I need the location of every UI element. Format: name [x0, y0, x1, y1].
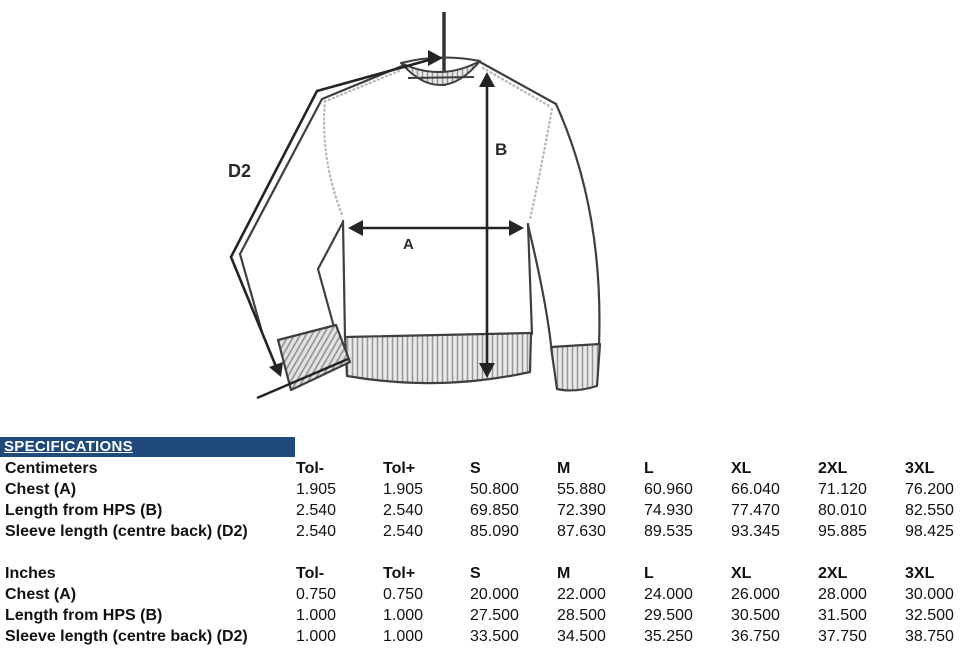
value-cell: 2.540	[296, 502, 337, 519]
value-cell: 29.500	[644, 607, 693, 624]
value-cell: 27.500	[470, 607, 519, 624]
value-cell: 87.630	[557, 523, 606, 540]
value-cell: 28.500	[557, 607, 606, 624]
row-label: Sleeve length (centre back) (D2)	[5, 628, 248, 645]
value-cell: 82.550	[905, 502, 954, 519]
measurement-table	[0, 563, 960, 647]
value-cell: 1.000	[296, 607, 337, 624]
value-cell: 22.000	[557, 586, 606, 603]
value-cell: 28.000	[818, 586, 867, 603]
value-cell: 50.800	[470, 481, 519, 498]
value-cell: 1.905	[383, 481, 424, 498]
row-label: Length from HPS (B)	[5, 607, 163, 624]
column-header: Tol+	[383, 565, 416, 582]
row-label: Chest (A)	[5, 481, 77, 498]
value-cell: 95.885	[818, 523, 867, 540]
row-label: Chest (A)	[5, 586, 77, 603]
value-cell: 30.000	[905, 586, 954, 603]
column-header: XL	[731, 565, 752, 582]
column-header: 2XL	[818, 460, 848, 477]
row-label: Sleeve length (centre back) (D2)	[5, 523, 248, 540]
column-header: S	[470, 460, 481, 477]
value-cell: 85.090	[470, 523, 519, 540]
value-cell: 72.390	[557, 502, 606, 519]
value-cell: 1.000	[383, 628, 424, 645]
value-cell: 2.540	[383, 502, 424, 519]
value-cell: 24.000	[644, 586, 693, 603]
value-cell: 36.750	[731, 628, 780, 645]
value-cell: 77.470	[731, 502, 780, 519]
value-cell: 38.750	[905, 628, 954, 645]
value-cell: 37.750	[818, 628, 867, 645]
value-cell: 26.000	[731, 586, 780, 603]
unit-label: Centimeters	[5, 460, 98, 477]
column-header: 2XL	[818, 565, 848, 582]
value-cell: 76.200	[905, 481, 954, 498]
spec-tables	[0, 458, 960, 647]
column-header: M	[557, 460, 571, 477]
value-cell: 0.750	[383, 586, 424, 603]
column-header: Tol-	[296, 565, 325, 582]
table-spacer	[0, 542, 960, 563]
unit-label: Inches	[5, 565, 56, 582]
value-cell: 20.000	[470, 586, 519, 603]
specifications-title: SPECIFICATIONS	[4, 438, 133, 455]
column-header: L	[644, 460, 654, 477]
column-header: M	[557, 565, 571, 582]
value-cell: 1.000	[296, 628, 337, 645]
value-cell: 98.425	[905, 523, 954, 540]
value-cell: 1.000	[383, 607, 424, 624]
value-cell: 93.345	[731, 523, 780, 540]
diagram-label-d2: D2	[228, 161, 252, 181]
value-cell: 33.500	[470, 628, 519, 645]
column-header: XL	[731, 460, 752, 477]
diagram-label-a: A	[403, 236, 414, 253]
value-cell: 32.500	[905, 607, 954, 624]
value-cell: 1.905	[296, 481, 337, 498]
value-cell: 55.880	[557, 481, 606, 498]
value-cell: 0.750	[296, 586, 337, 603]
value-cell: 2.540	[383, 523, 424, 540]
value-cell: 80.010	[818, 502, 867, 519]
specifications-header-bar	[0, 437, 295, 457]
column-header: 3XL	[905, 460, 935, 477]
row-label: Length from HPS (B)	[5, 502, 163, 519]
value-cell: 89.535	[644, 523, 693, 540]
column-header: L	[644, 565, 654, 582]
column-header: S	[470, 565, 481, 582]
column-header: Tol+	[383, 460, 416, 477]
value-cell: 66.040	[731, 481, 780, 498]
value-cell: 69.850	[470, 502, 519, 519]
value-cell: 60.960	[644, 481, 693, 498]
value-cell: 74.930	[644, 502, 693, 519]
column-header: 3XL	[905, 565, 935, 582]
value-cell: 30.500	[731, 607, 780, 624]
diagram-label-b: B	[495, 140, 508, 159]
value-cell: 34.500	[557, 628, 606, 645]
measurement-table	[0, 458, 960, 542]
column-header: Tol-	[296, 460, 325, 477]
value-cell: 2.540	[296, 523, 337, 540]
d2-arrowhead-top	[428, 50, 443, 66]
ribbed-hem	[345, 333, 531, 383]
value-cell: 31.500	[818, 607, 867, 624]
value-cell: 71.120	[818, 481, 867, 498]
value-cell: 35.250	[644, 628, 693, 645]
right-ribbed-cuff	[551, 344, 600, 390]
